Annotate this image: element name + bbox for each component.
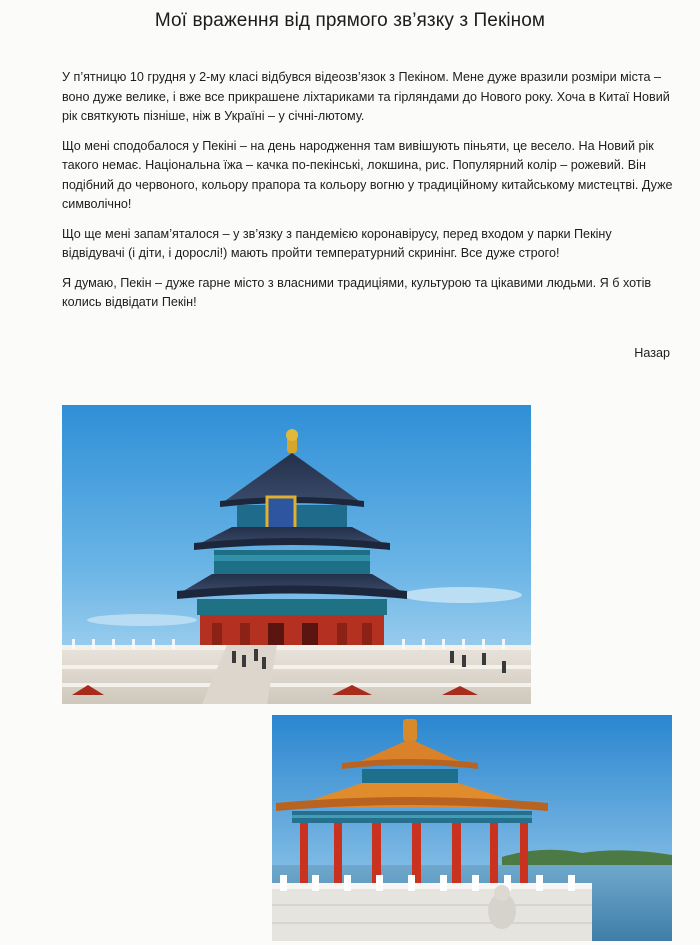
paragraph-4: Я думаю, Пекін – дуже гарне місто з власними традиціями, культурою та цікавими людьми. Я б хотів колись відвідати Пекін! [62, 275, 652, 309]
letter-body [62, 68, 674, 323]
paragraph-1: У п’ятницю 10 грудня у 2-му класі відбувся відеозв’язок з Пекіном. Мене дуже вразили розміри міста – воно дуже велике, і вже все прикрашене ліхтариками та гірляндами до Нового року. Хоча в Китаї Новий рік святкують пізніше, ніж в Україні – у січні-лютому. [62, 70, 670, 123]
pavilion-by-lake-photo [272, 715, 672, 941]
paragraph-2: Що мені сподобалося у Пекіні – на день народження там вивішують піньяти, це весело. На Новий рік такого немає. Національна їжа – качка по-пекінські, локшина, рис. Популярний колір – рожевий. Він подібний до червоного, кольору прапора та кольору вогню у традиційному китайському мистецтві. Дуже символічно! [62, 138, 673, 211]
temple-of-heaven-photo [62, 405, 531, 704]
page-title: Мої враження від прямого зв’язку з Пекіном [154, 10, 546, 31]
signature: Назар [634, 346, 670, 360]
paragraph-3: Що ще мені запам’яталося – у зв’язку з пандемією коронавірусу, перед входом у парки Пекіну відвідувачі (і діти, і дорослі!) мають пройти температурний скринінг. Все дуже строго! [62, 226, 612, 260]
